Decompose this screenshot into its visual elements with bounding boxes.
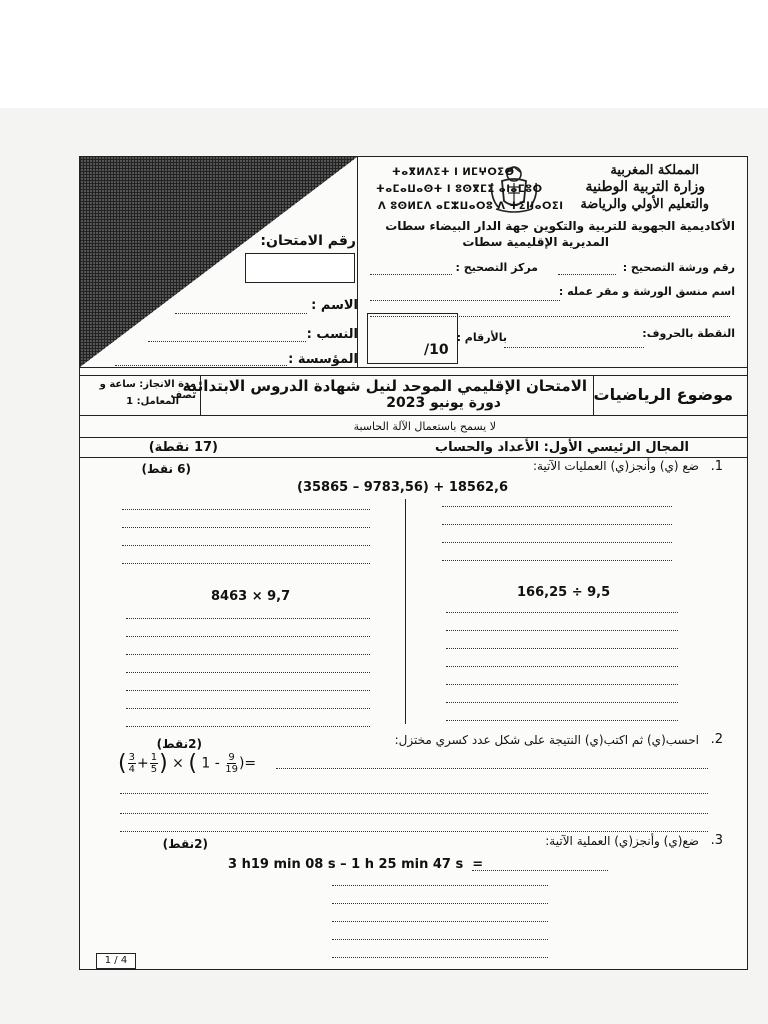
header-bottom-line <box>80 367 747 368</box>
q1-answer-line[interactable] <box>126 690 370 691</box>
coordinator-label: اسم منسق الورشة و مقر عمله : <box>558 285 735 298</box>
q1-operation-c: 166,25 ÷ 9,5 <box>517 585 611 600</box>
workshop-number-field[interactable] <box>558 274 616 275</box>
coefficient-label: المعامل: 1 <box>126 396 179 407</box>
coordinator-field[interactable] <box>370 300 560 301</box>
q1-answer-line[interactable] <box>446 702 678 703</box>
q3-answer-line[interactable] <box>472 870 608 871</box>
q1-answer-line[interactable] <box>126 672 370 673</box>
title-row-bottom <box>80 415 747 416</box>
school-label: المؤسسة : <box>288 352 358 367</box>
tifinagh-line3: ⴷ ⵓⵙⵍⵎⴷ ⴰⵎⵣⵡⴰⵔⵓ ⴷ ⵜⵉⵏⵏⴰⵔⵉⵏ <box>378 201 564 212</box>
calculator-note: لا يسمح باستعمال الآلة الحاسبة <box>353 420 496 433</box>
q1-answer-line[interactable] <box>442 524 672 525</box>
directorate-name: المديرية الإقليمية سطات <box>462 235 609 249</box>
q1-answer-line[interactable] <box>126 636 370 637</box>
workshop-number-label: رقم ورشة التصحيح : <box>622 261 735 274</box>
q1-answer-line[interactable] <box>446 648 678 649</box>
title-row-top <box>80 375 747 376</box>
q1-operation-b: 8463 × 9,7 <box>211 589 291 604</box>
grade-digits-label: بالأرقام : <box>456 331 507 344</box>
q2-expression: ( $\frac{3}{4}$ + $\frac{1}{5}$ ) × ( 1 - $\frac{9}{19}$ )= <box>118 751 257 776</box>
q2-answer-line[interactable] <box>120 813 708 814</box>
fraction-3-4: $\frac{3}{4}$ <box>128 752 135 775</box>
q1-answer-line[interactable] <box>446 666 678 667</box>
q1-answer-line[interactable] <box>126 654 370 655</box>
exam-number-field[interactable] <box>245 253 355 283</box>
q3-answer-line[interactable] <box>332 903 548 904</box>
grade-words-label: النقطة بالحروف: <box>642 327 735 340</box>
exam-session: دورة يونيو 2023 <box>386 395 501 411</box>
q1-text: ضع (ي) وأنجز(ي) العمليات الآتية: <box>532 459 699 473</box>
note-row-bottom <box>80 437 747 438</box>
domain-title: المجال الرئيسي الأول: الأعداد والحساب <box>435 440 689 455</box>
q1-answer-line[interactable] <box>126 618 370 619</box>
q2-text: احسب(ي) ثم اكتب(ي) النتيجة على شكل عدد كسري مختزل: <box>394 733 699 747</box>
q3-text: ضع(ي) وأنجز(ي) العملية الآتية: <box>545 834 699 848</box>
kingdom-name: المملكة المغربية <box>610 163 699 178</box>
q3-answer-line[interactable] <box>332 921 548 922</box>
q3-answer-line[interactable] <box>332 957 548 958</box>
exam-sheet <box>79 156 748 970</box>
exam-title: الامتحان الإقليمي الموحد لنيل شهادة الدروس الابتدائية <box>182 377 587 395</box>
q1-answer-line[interactable] <box>446 684 678 685</box>
q1-answer-line[interactable] <box>446 720 678 721</box>
school-field[interactable] <box>115 365 287 366</box>
surname-label: النسب : <box>306 327 358 342</box>
q1-number: 1. <box>710 459 723 474</box>
q1-operation-a: (35865 – 9783,56) + 18562,6 <box>297 480 509 495</box>
fraction-9-19: $\frac{9}{19}$ <box>225 752 238 775</box>
name-label: الاسم : <box>311 298 358 313</box>
surname-field[interactable] <box>148 341 306 342</box>
q1-answer-line[interactable] <box>122 509 370 510</box>
correction-center-field[interactable] <box>370 274 452 275</box>
q1-answer-line[interactable] <box>442 506 672 507</box>
q1-points: (6 نقط) <box>141 462 191 476</box>
domain-points: (17 نقطة) <box>148 440 218 455</box>
tifinagh-line2: ⵜⴰⵎⴰⵡⴰⵙⵜ ⵏ ⵓⵙⴳⵎⵉ ⴰⵏⴰⵎⵓⵔ <box>376 184 543 195</box>
duration-label: مدة الانجاز: ساعة و نصف <box>99 379 196 401</box>
fraction-1-5: $\frac{1}{5}$ <box>150 752 158 775</box>
q1-answer-line[interactable] <box>446 612 678 613</box>
q3-expression: 3 h19 min 08 s – 1 h 25 min 47 s = <box>228 857 484 872</box>
exam-number-label: رقم الامتحان: <box>260 233 356 249</box>
q1-answer-line[interactable] <box>122 545 370 546</box>
tifinagh-line1: ⵜⴰⴳⵍⴷⵉⵜ ⵏ ⵍⵎⵖⵔⵉⴱ <box>392 167 515 178</box>
ministry-line1: وزارة التربية الوطنية <box>585 179 705 195</box>
q1-answer-line[interactable] <box>126 726 370 727</box>
grade-words-field[interactable] <box>504 347 644 348</box>
academy-name: الأكاديمية الجهوية للتربية والتكوين جهة الدار البيضاء سطات <box>385 219 735 233</box>
q2-answer-line[interactable] <box>120 793 708 794</box>
domain-row-bottom <box>80 457 747 458</box>
q1-answer-line[interactable] <box>122 563 370 564</box>
q2-number: 2. <box>710 732 723 747</box>
q3-answer-line[interactable] <box>332 939 548 940</box>
q1-answer-line[interactable] <box>122 527 370 528</box>
q1-answer-line[interactable] <box>126 708 370 709</box>
q1-answer-line[interactable] <box>446 630 678 631</box>
q2-answer-line[interactable] <box>276 768 708 769</box>
q1-answer-line[interactable] <box>442 542 672 543</box>
page-number: 1 / 4 <box>96 953 136 969</box>
name-field[interactable] <box>175 313 307 314</box>
grade-out-of: /10 <box>424 342 449 358</box>
q3-points: (2نقط) <box>162 837 208 851</box>
q1-column-divider <box>405 499 406 724</box>
q3-answer-line[interactable] <box>332 885 548 886</box>
q2-answer-line[interactable] <box>120 831 708 832</box>
q3-number: 3. <box>710 833 723 848</box>
subject-title: موضوع الرياضيات <box>593 385 733 404</box>
ministry-line2: والتعليم الأولي والرياضة <box>580 197 709 212</box>
q2-points: (2نقط) <box>156 737 202 751</box>
correction-center-label: مركز التصحيح : <box>455 261 538 274</box>
q1-answer-line[interactable] <box>442 560 672 561</box>
